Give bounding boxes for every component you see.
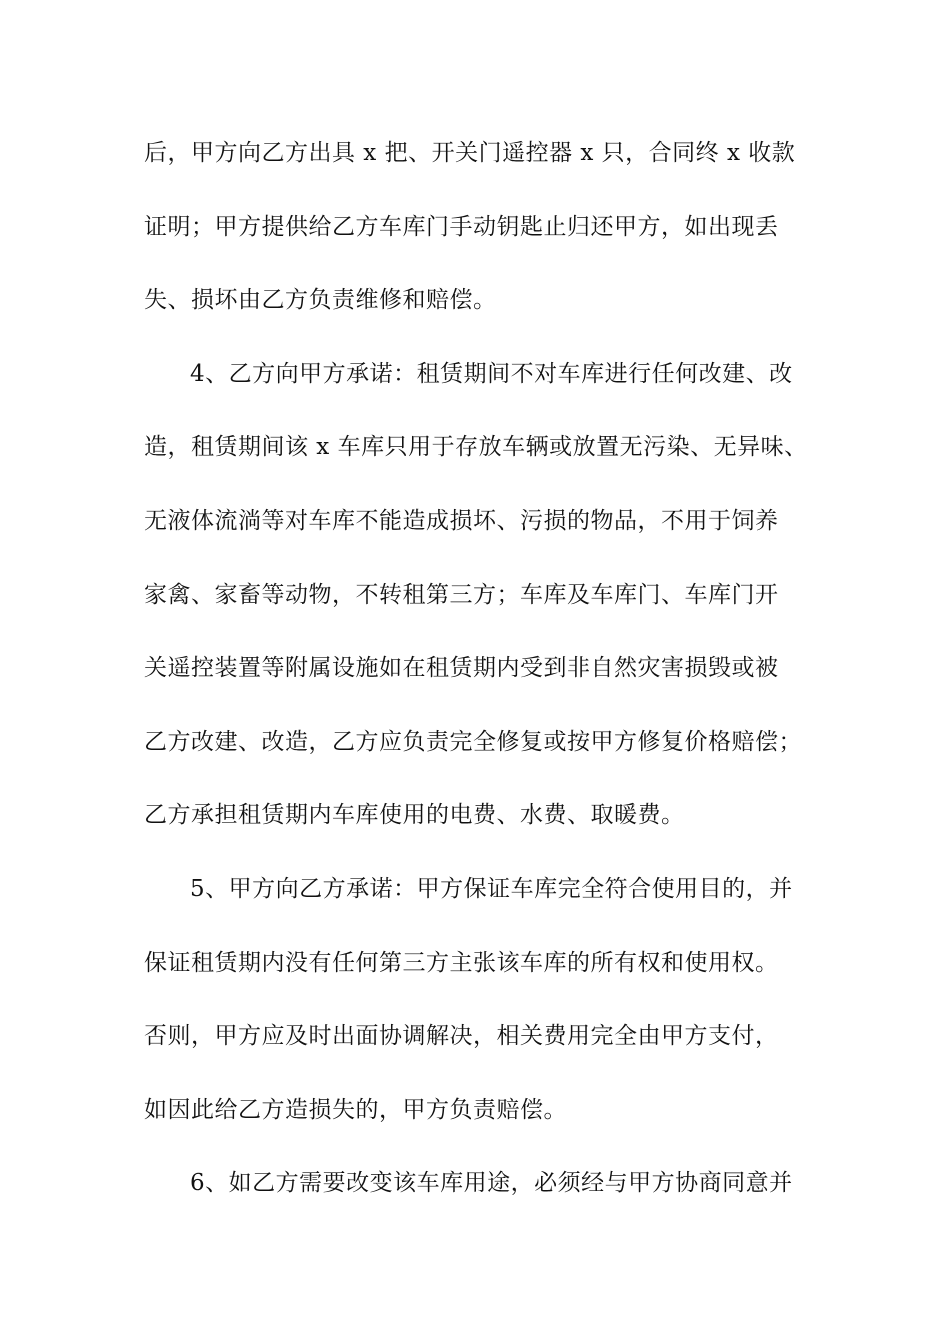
- text-line: 无液体流淌等对车库不能造成损坏、污损的物品，不用于饲养: [144, 507, 779, 534]
- text-line: 后，甲方向乙方出具 x 把、开关门遥控器 x 只，合同终 x 收款: [144, 140, 796, 166]
- text-line: 家禽、家畜等动物，不转租第三方；车库及车库门、车库门开: [144, 581, 779, 608]
- text-line: 失、损坏由乙方负责维修和赔偿。: [144, 287, 497, 314]
- text-line: 关遥控装置等附属设施如在租赁期内受到非自然灾害损毁或被: [144, 655, 779, 682]
- text-line: 保证租赁期内没有任何第三方主张该车库的所有权和使用权。: [144, 949, 779, 976]
- document-body: [144, 130, 824, 1234]
- text-line: 乙方承担租赁期内车库使用的电费、水费、取暖费。: [144, 802, 685, 829]
- text-line: 乙方改建、改造，乙方应负责完全修复或按甲方修复价格赔偿；: [144, 728, 802, 755]
- paragraph-6-start: 6、如乙方需要改变该车库用途，必须经与甲方协商同意并: [190, 1170, 793, 1197]
- paragraph-4-start: 4、乙方向甲方承诺：租赁期间不对车库进行任何改建、改: [190, 360, 793, 387]
- text-line: 证明；甲方提供给乙方车库门手动钥匙止归还甲方，如出现丢: [144, 213, 779, 240]
- text-line: 如因此给乙方造损失的，甲方负责赔偿。: [144, 1096, 567, 1123]
- text-line: 造，租赁期间该 x 车库只用于存放车辆或放置无污染、无异味、: [144, 434, 808, 461]
- text-line: 否则，甲方应及时出面协调解决，相关费用完全由甲方支付，: [144, 1023, 779, 1050]
- paragraph-5-start: 5、甲方向乙方承诺：甲方保证车库完全符合使用目的，并: [190, 875, 793, 902]
